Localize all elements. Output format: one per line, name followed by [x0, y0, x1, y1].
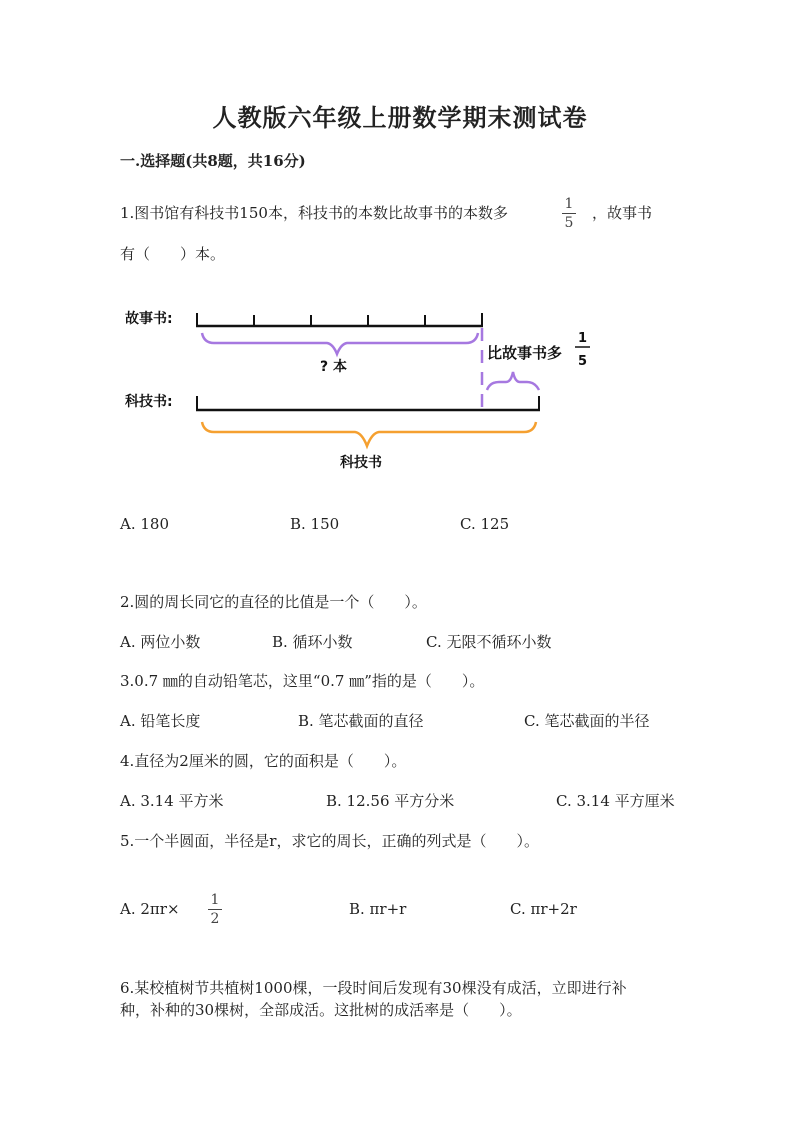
q6-text-line2: 种，补种的30棵树，全部成活。这批树的成活率是（ ）。 — [120, 1001, 522, 1019]
q3-option-a[interactable]: A. 铅笔长度 — [120, 712, 201, 730]
q1-line-diagram — [0, 290, 800, 480]
q4-option-a[interactable]: A. 3.14 平方米 — [120, 792, 224, 810]
q5-fraction-numerator: 1 — [210, 892, 220, 908]
section-heading: 一.选择题(共8题，共16分) — [120, 152, 306, 170]
tech-label: 科技书: — [125, 394, 173, 410]
q5-option-b[interactable]: B. πr+r — [349, 900, 407, 918]
tech-brace — [202, 422, 536, 446]
q5-text: 5.一个半圆面，半径是r，求它的周长，正确的列式是（ ）。 — [120, 832, 539, 850]
q5-option-c[interactable]: C. πr+2r — [510, 900, 577, 918]
q1-option-a[interactable]: A. 180 — [120, 515, 169, 533]
more-fraction-denominator: 5 — [578, 354, 588, 369]
page-title: 人教版六年级上册数学期末测试卷 — [212, 103, 588, 132]
q6-text-line1: 6.某校植树节共植树1000棵，一段时间后发现有30棵没有成活，立即进行补 — [120, 979, 627, 997]
more-label: 比故事书多 — [487, 344, 563, 362]
more-brace — [487, 372, 539, 390]
q2-text: 2.圆的周长同它的直径的比值是一个（ ）。 — [120, 593, 427, 611]
q4-option-b[interactable]: B. 12.56 平方分米 — [326, 792, 455, 810]
q4-text: 4.直径为2厘米的圆，它的面积是（ ）。 — [120, 752, 407, 770]
q2-option-a[interactable]: A. 两位小数 — [120, 633, 201, 651]
q1-fraction-denominator: 5 — [564, 215, 574, 231]
q2-option-c[interactable]: C. 无限不循环小数 — [426, 633, 552, 651]
q1-text: 1.图书馆有科技书150本，科技书的本数比故事书的本数多 — [120, 204, 508, 222]
q5-option-a[interactable]: A. 2πr× — [120, 900, 180, 918]
tech-total-label: 科技书 — [340, 455, 382, 471]
q1-fraction-numerator: 1 — [564, 196, 574, 212]
q1-option-c[interactable]: C. 125 — [460, 515, 510, 533]
q5-fraction-denominator: 2 — [210, 911, 220, 927]
q1-text-tail: ，故事书 — [592, 204, 653, 222]
story-label: 故事书: — [125, 311, 173, 327]
q5-option-a-fraction — [208, 892, 222, 927]
more-fraction-numerator: 1 — [578, 331, 588, 346]
q1-option-b[interactable]: B. 150 — [290, 515, 340, 533]
q4-option-c[interactable]: C. 3.14 平方厘米 — [556, 792, 675, 810]
unknown-label: ? 本 — [320, 359, 347, 375]
story-brace — [202, 333, 478, 354]
q1-text-line2: 有（ ）本。 — [120, 245, 226, 263]
q3-option-b[interactable]: B. 笔芯截面的直径 — [298, 712, 424, 730]
q3-text: 3.0.7 ㎜的自动铅笔芯，这里“0.7 ㎜”指的是（ ）。 — [120, 672, 485, 690]
q3-option-c[interactable]: C. 笔芯截面的半径 — [524, 712, 650, 730]
q2-option-b[interactable]: B. 循环小数 — [272, 633, 353, 651]
q1-fraction — [562, 196, 576, 231]
